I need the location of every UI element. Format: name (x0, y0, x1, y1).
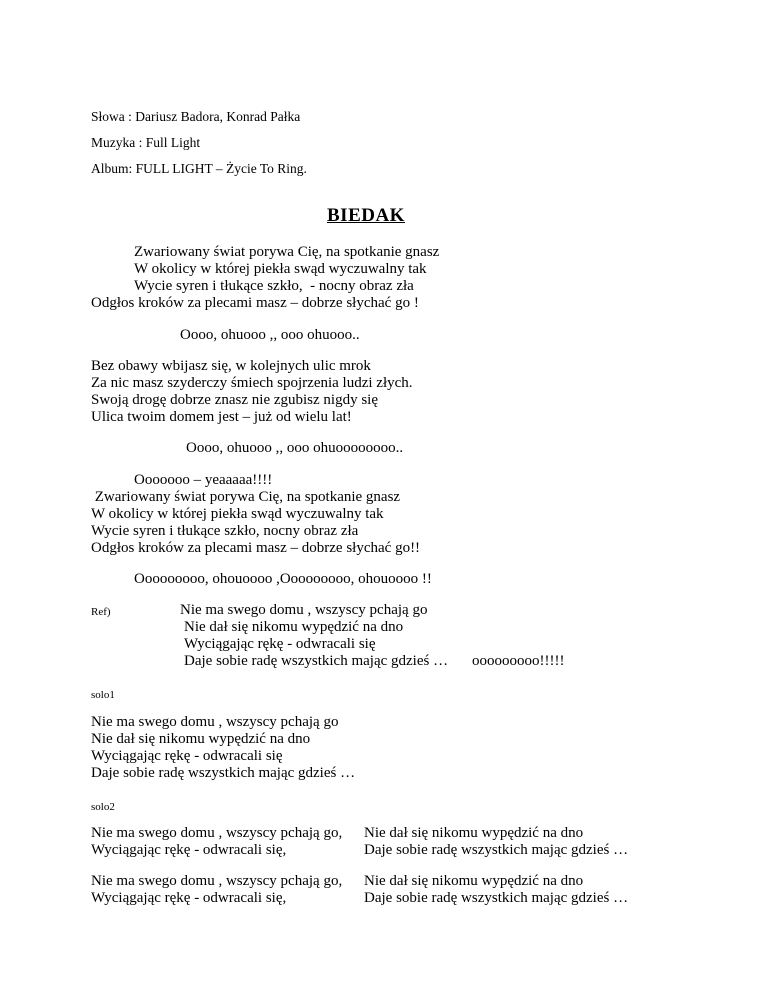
verse2-line: Bez obawy wbijasz się, w kolejnych ulic mrok (91, 358, 371, 374)
verse3-line: Odgłos kroków za plecami masz – dobrze słychać go!! (91, 540, 421, 556)
lyrics-credit: Słowa : Dariusz Badora, Konrad Pałka (91, 109, 301, 124)
solo2-line-left: Nie ma swego domu , wszyscy pchają go, (91, 873, 343, 889)
solo2-line-right: Nie dał się nikomu wypędzić na dno (364, 825, 584, 841)
solo1-line: Wyciągając rękę - odwracali się (91, 748, 283, 764)
chorus-line: Oooo, ohuooo ,, ooo ohuoooooooo.. (186, 440, 404, 456)
verse1-line: W okolicy w której piekła swąd wyczuwalny tak (134, 261, 427, 277)
solo2-line-right: Nie dał się nikomu wypędzić na dno (364, 873, 584, 889)
solo2-label: solo2 (91, 801, 115, 813)
solo2-line-left: Wyciągając rękę - odwracali się, (91, 842, 287, 858)
ref-line: Daje sobie radę wszystkich mając gdzieś … (184, 653, 449, 669)
solo1-label: solo1 (91, 689, 115, 701)
solo1-line: Nie dał się nikomu wypędzić na dno (91, 731, 311, 747)
verse1-line: Odgłos kroków za plecami masz – dobrze słychać go ! (91, 295, 419, 311)
ref-label: Ref) (91, 606, 111, 618)
song-title: BIEDAK (327, 205, 405, 226)
album-credit: Album: FULL LIGHT – Życie To Ring. (91, 161, 307, 176)
verse3-line: Zwariowany świat porywa Cię, na spotkanie gnasz (91, 489, 401, 505)
ref-line: Nie dał się nikomu wypędzić na dno (184, 619, 404, 635)
verse3-line: W okolicy w której piekła swąd wyczuwalny tak (91, 506, 384, 522)
verse1-line: Wycie syren i tłukące szkło, - nocny obraz zła (134, 278, 414, 294)
music-credit: Muzyka : Full Light (91, 135, 201, 150)
solo2-line-right: Daje sobie radę wszystkich mając gdzieś … (364, 842, 629, 858)
verse1-line: Zwariowany świat porywa Cię, na spotkanie gnasz (134, 244, 440, 260)
ref-line: Nie ma swego domu , wszyscy pchają go (180, 602, 428, 618)
verse3-line: Wycie syren i tłukące szkło, nocny obraz zła (91, 523, 359, 539)
verse2-line: Ulica twoim domem jest – już od wielu lat! (91, 409, 352, 425)
solo2-line-left: Wyciągając rękę - odwracali się, (91, 890, 287, 906)
verse3-intro: Ooooooo – yeaaaaa!!!! (134, 472, 273, 488)
verse2-line: Za nic masz szyderczy śmiech spojrzenia ludzi złych. (91, 375, 413, 391)
verse2-line: Swoją drogę dobrze znasz nie zgubisz nigdy się (91, 392, 378, 408)
solo2-line-left: Nie ma swego domu , wszyscy pchają go, (91, 825, 343, 841)
chorus-line: Oooo, ohuooo ,, ooo ohuooo.. (180, 327, 360, 343)
chorus-line: Ooooooooo, ohouoooo ,Ooooooooo, ohouoooo !! (134, 571, 432, 587)
solo2-line-right: Daje sobie radę wszystkich mając gdzieś … (364, 890, 629, 906)
ref-tail: ooooooooo!!!!! (472, 653, 565, 669)
solo1-line: Nie ma swego domu , wszyscy pchają go (91, 714, 339, 730)
ref-line: Wyciągając rękę - odwracali się (184, 636, 376, 652)
solo1-line: Daje sobie radę wszystkich mając gdzieś … (91, 765, 356, 781)
